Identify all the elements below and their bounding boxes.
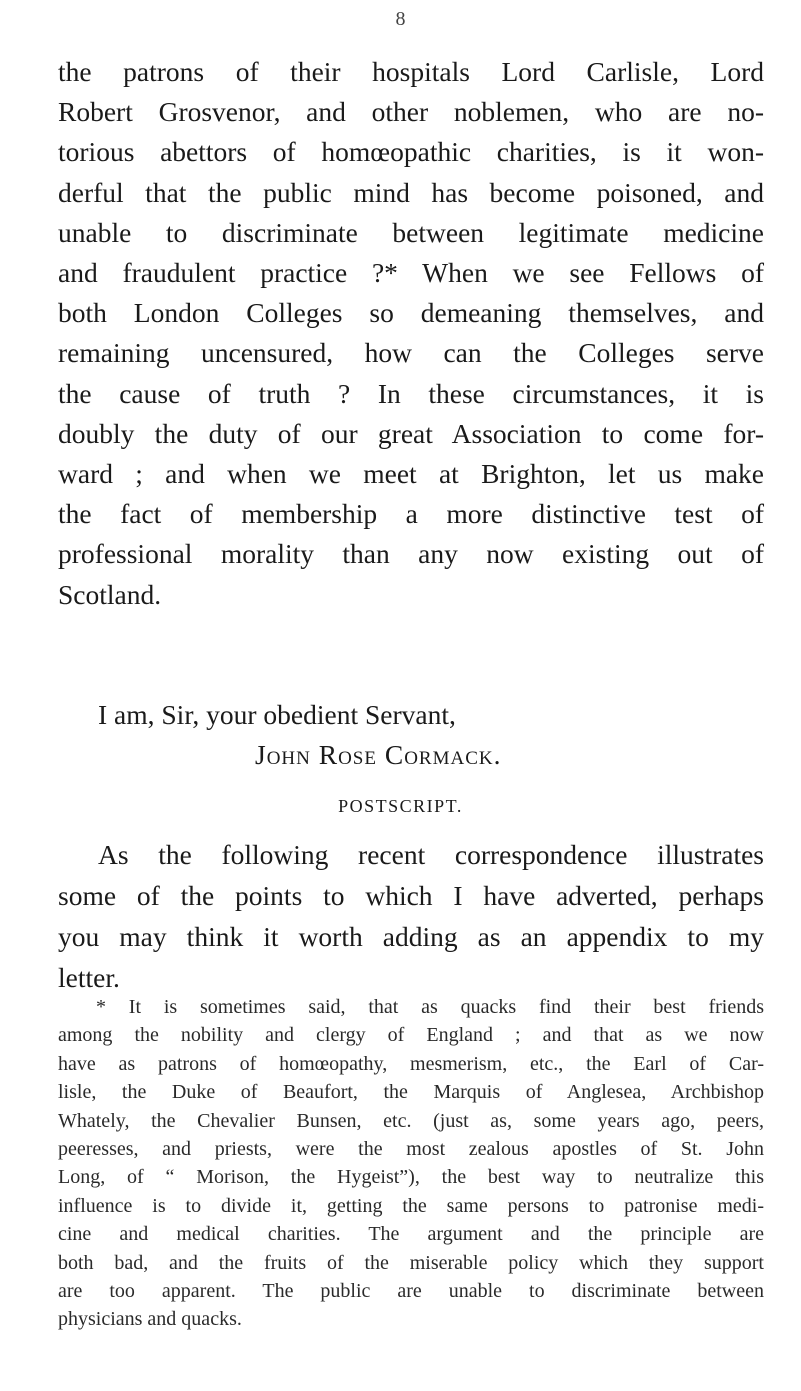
page-number: 8 [395, 8, 406, 30]
text-line: derful that the public mind has become poisoned, and [58, 176, 764, 208]
postscript-line: you may think it worth adding as an appendix to my [58, 921, 764, 952]
footnote-line: lisle, the Duke of Beaufort, the Marquis of Anglesea, Archbishop [58, 1081, 764, 1104]
text-line: torious abettors of homœopathic charities, is it won- [58, 136, 764, 168]
footnote-line: influence is to divide it, getting the same persons to patronise medi- [58, 1194, 764, 1217]
footnote-line: among the nobility and clergy of England ; and that as we now [58, 1024, 764, 1047]
postscript-text [58, 834, 764, 998]
main-text [58, 52, 764, 615]
text-line: both London Colleges so demeaning themselves, and [58, 297, 764, 329]
text-line: the cause of truth ? In these circumstances, it is [58, 377, 764, 409]
letter-closing: I am, Sir, your obedient Servant, [98, 699, 456, 730]
footnote-line: Long, of “ Morison, the Hygeist”), the best way to neutralize this [58, 1166, 764, 1189]
letter-signature: John Rose Cormack. [255, 739, 502, 770]
postscript-heading: POSTSCRIPT. [338, 796, 463, 816]
footnote-line: * It is sometimes said, that as quacks find their best friends [96, 996, 764, 1018]
footnote-line: physicians and quacks. [58, 1308, 242, 1331]
postscript-line: letter. [58, 962, 120, 993]
footnote-line: peeresses, and priests, were the most zealous apostles of St. John [58, 1138, 764, 1161]
footnote-line: are too apparent. The public are unable to discriminate between [58, 1280, 764, 1303]
postscript-line: some of the points to which I have adverted, perhaps [58, 880, 764, 911]
text-line: and fraudulent practice ?* When we see Fellows of [58, 257, 764, 289]
text-line: the fact of membership a more distinctive test of [58, 498, 764, 530]
text-line: the patrons of their hospitals Lord Carlisle, Lord [58, 56, 764, 87]
footnote-line: cine and medical charities. The argument and the principle are [58, 1223, 764, 1246]
text-line: doubly the duty of our great Association to come for- [58, 417, 764, 449]
footnote [58, 993, 764, 1334]
text-line: unable to discriminate between legitimate medicine [58, 216, 764, 248]
footnote-line: Whately, the Chevalier Bunsen, etc. (just as, some years ago, peers, [58, 1109, 764, 1132]
footnote-line: both bad, and the fruits of the miserable policy which they support [58, 1251, 764, 1274]
text-line: professional morality than any now existing out of [58, 538, 764, 570]
text-line: Robert Grosvenor, and other noblemen, who are no- [58, 96, 764, 128]
footnote-line: have as patrons of homœopathy, mesmerism, etc., the Earl of Car- [58, 1052, 764, 1075]
text-line: ward ; and when we meet at Brighton, let us make [58, 458, 764, 490]
postscript-line: As the following recent correspondence illustrates [98, 839, 764, 870]
text-line: remaining uncensured, how can the Colleges serve [58, 337, 764, 369]
text-line: Scotland. [58, 578, 162, 610]
